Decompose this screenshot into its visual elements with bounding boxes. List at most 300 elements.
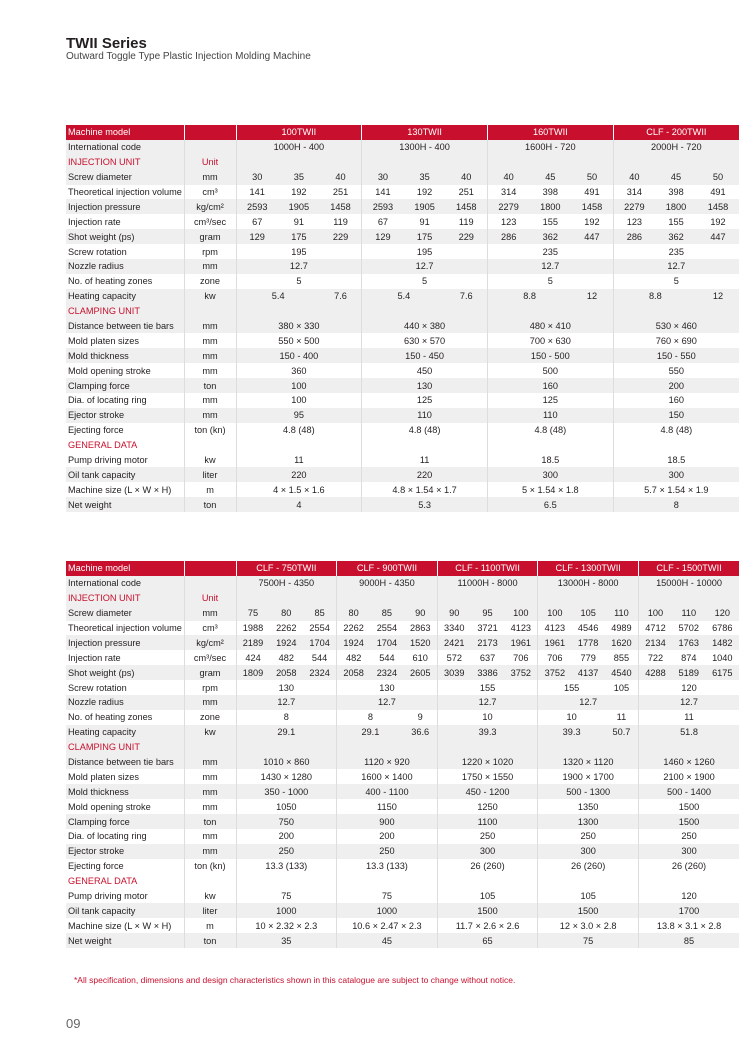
section-row [66,874,739,889]
spec-value [487,438,613,453]
spec-row [66,453,739,468]
model-header-row [66,561,739,576]
spec-value: 36.6 [404,725,438,740]
spec-value: 1430 × 1280 [236,769,337,784]
spec-value [613,155,739,170]
spec-value: 4546 [577,623,599,633]
spec-row [66,393,739,408]
spec-row [66,140,739,155]
spec-value: 12 [571,289,613,304]
spec-row [66,725,739,740]
spec-value: 100 [638,606,672,621]
spec-value: 544 [379,652,395,663]
spec-value: 12.7 [538,695,639,710]
spec-value: 8 [337,710,404,725]
spec-value: 2554 [309,623,330,633]
spec-value: 482 [337,650,371,665]
spec-value: 424 [236,650,270,665]
spec-value: 360 [236,363,362,378]
spec-value: 26 (260) [638,859,739,874]
spec-value: 2262 [337,621,371,636]
spec-row [66,244,739,259]
spec-value: 2324 [370,665,404,680]
spec-value: 119 [458,216,474,227]
spec-value: 10.6 × 2.47 × 2.3 [337,918,438,933]
row-unit: mm [184,784,236,799]
spec-value: 706 [513,652,529,663]
spec-value: 100 [236,378,362,393]
row-unit: zone [184,710,236,725]
spec-value: 220 [236,467,362,482]
model-name: CLF - 1500TWII [638,561,739,576]
spec-value: 550 × 500 [236,333,362,348]
spec-value: 4 × 1.5 × 1.6 [236,482,362,497]
spec-value [236,874,337,889]
spec-value: 491 [584,187,600,197]
spec-value: 1500 [638,799,739,814]
spec-value: 4.8 (48) [236,423,362,438]
spec-value: 40 [320,170,362,185]
row-label: Shot weight (ps) [66,229,184,244]
spec-value: 500 [487,363,613,378]
row-unit: liter [184,903,236,918]
spec-value: 3752 [504,665,538,680]
spec-value: 380 × 330 [236,319,362,334]
row-label: Nozzle radius [66,695,184,710]
spec-value: 1458 [320,199,362,214]
spec-value: 637 [479,652,496,663]
row-label: Ejector stroke [66,408,184,423]
row-unit: gram [184,229,236,244]
spec-row [66,933,739,948]
spec-value: 75 [236,606,270,621]
spec-value: 195 [236,244,362,259]
spec-value: 8 [613,497,739,512]
section-title: GENERAL DATA [68,876,138,887]
row-unit: cm³/sec [184,214,236,229]
spec-value [337,591,438,606]
row-unit: mm [184,695,236,710]
row-unit [184,740,236,755]
row-label: Mold platen sizes [68,335,139,346]
row-label: Injection rate [68,652,121,663]
spec-value: 45 [655,170,697,185]
row-label: Machine model [66,561,184,576]
spec-value: 722 [638,650,672,665]
spec-value: 150 [613,408,739,423]
spec-value: 6.5 [487,497,613,512]
spec-value: 3752 [538,665,572,680]
spec-value: 120 [638,889,739,904]
row-label: Screw diameter [66,606,184,621]
spec-value: 155 [538,680,605,695]
row-unit [184,576,236,591]
spec-value: 491 [710,187,726,197]
spec-value: 5.4 [362,289,446,304]
row-label: Clamping force [66,814,184,829]
spec-value: 250 [236,844,337,859]
spec-value: 155 [437,680,538,695]
spec-value: 160 [487,378,613,393]
row-unit: mm [184,348,236,363]
row-unit: kw [184,725,236,740]
row-label: Heating capacity [66,289,184,304]
spec-row [66,259,739,274]
spec-value [437,740,538,755]
spec-value: 1961 [504,635,538,650]
footnote: *All specification, dimensions and design characteristics shown in this catalogue are subject to change without notice. [74,975,516,985]
row-unit [184,874,236,889]
spec-value: 105 [437,889,538,904]
spec-value: 110 [487,408,613,423]
row-unit: mm [184,408,236,423]
row-unit: ton [184,814,236,829]
spec-value: 18.5 [613,453,739,468]
row-label: Heating capacity [66,725,184,740]
spec-value: 5 [487,274,613,289]
spec-value: 1460 × 1260 [638,755,739,770]
spec-value: 5 [236,274,362,289]
row-unit: cm³/sec [184,650,236,665]
spec-row [66,755,739,770]
row-unit: mm [184,170,236,185]
spec-row [66,467,739,482]
spec-value: 45 [337,933,438,948]
spec-value: 251 [458,187,474,197]
spec-value: 500 - 1400 [638,784,739,799]
row-unit: ton (kn) [184,423,236,438]
spec-row [66,408,739,423]
spec-value: 85 [303,606,337,621]
spec-value: 1100 [437,814,538,829]
spec-value: 35 [278,170,320,185]
spec-value [638,591,739,606]
spec-value: 195 [362,244,488,259]
spec-value: 2324 [303,665,337,680]
spec-value: 2554 [376,623,398,633]
spec-value: 286 [613,229,655,244]
row-label: Theoretical injection volume [68,187,182,197]
spec-value: 235 [487,244,613,259]
spec-value: 8.8 [487,289,571,304]
spec-value: 39.3 [538,725,605,740]
spec-row [66,482,739,497]
spec-value: 130 [236,680,337,695]
spec-value: 250 [638,829,739,844]
row-label: Mold platen sizes [68,771,139,782]
row-unit: ton (kn) [184,859,236,874]
spec-value: 5.7 × 1.54 × 1.9 [613,482,739,497]
spec-value: 5189 [672,665,706,680]
spec-row [66,423,739,438]
spec-value: 1000H - 400 [236,140,362,155]
spec-value: 750 [236,814,337,829]
spec-value: 15000H - 10000 [638,576,739,591]
spec-value: 150 - 450 [362,348,488,363]
spec-row [66,814,739,829]
spec-value: 12.7 [362,259,488,274]
spec-value: 1704 [303,635,337,650]
spec-value: 11 [638,710,739,725]
spec-value: 1350 [538,799,639,814]
spec-value: 200 [236,829,337,844]
spec-value: 45 [529,170,571,185]
spec-value: 314 [613,185,655,200]
spec-value: 2262 [276,623,297,633]
row-unit: mm [184,393,236,408]
page-subtitle: Outward Toggle Type Plastic Injection Molding Machine [66,51,311,62]
spec-row [66,378,739,393]
spec-value: 1905 [404,199,446,214]
spec-value: 1988 [236,621,270,636]
spec-value: 13.3 (133) [337,859,438,874]
spec-value: 7.6 [320,289,362,304]
spec-value: 480 × 410 [487,319,613,334]
row-unit: mm [184,333,236,348]
spec-value: 39.3 [437,725,538,740]
spec-row [66,229,739,244]
row-unit: ton [184,497,236,512]
spec-value: 1800 [655,199,697,214]
spec-row [66,214,739,229]
spec-value: 450 - 1200 [437,784,538,799]
row-label: No. of heating zones [68,276,153,287]
section-title: INJECTION UNIT [66,591,184,606]
row-unit: mm [184,844,236,859]
spec-value: 12.7 [236,259,362,274]
row-unit: mm [184,259,236,274]
spec-value: 75 [236,889,337,904]
row-label: Screw diameter [66,170,184,185]
spec-value: 29.1 [236,725,337,740]
spec-value: 80 [270,606,304,621]
spec-value: 229 [446,229,488,244]
spec-value: 1750 × 1550 [437,769,538,784]
spec-value: 2000H - 720 [613,140,739,155]
row-label: Injection pressure [66,635,184,650]
spec-value: 4123 [510,623,532,633]
spec-value: 91 [293,216,304,227]
spec-value: 350 - 1000 [236,784,337,799]
spec-row [66,695,739,710]
page-number: 09 [66,1016,81,1031]
spec-value: 398 [542,187,558,197]
spec-row [66,497,739,512]
spec-value: 11 [616,712,627,723]
row-unit: kw [184,889,236,904]
section-title: CLAMPING UNIT [66,304,184,319]
spec-value: 4.8 (48) [362,423,488,438]
row-label: Dia. of locating ring [68,831,147,842]
spec-value: 398 [668,187,684,197]
spec-value: 530 × 460 [613,319,739,334]
spec-value: 1520 [404,635,438,650]
spec-value: 229 [320,229,362,244]
row-label: Machine size (L × W × H) [68,920,172,931]
spec-value [538,740,639,755]
spec-value: 200 [613,378,739,393]
spec-value: 1600 × 1400 [337,769,438,784]
spec-row [66,665,739,680]
spec-value: 9000H - 4350 [337,576,438,591]
row-label: No. of heating zones [68,712,153,723]
spec-value [362,304,488,319]
spec-value: 26 (260) [437,859,538,874]
spec-row [66,289,739,304]
spec-value: 10 [437,710,538,725]
spec-value: 200 [337,829,438,844]
spec-value: 235 [613,244,739,259]
row-label: Mold thickness [66,784,184,799]
row-label: Net weight [66,497,184,512]
spec-value: 5.3 [362,497,488,512]
spec-value: 440 × 380 [362,319,488,334]
spec-value: 7.6 [446,289,488,304]
spec-value: 300 [638,844,739,859]
spec-value: 447 [697,229,739,244]
spec-value: 4.8 × 1.54 × 1.7 [362,482,488,497]
spec-value: 110 [362,408,488,423]
spec-value: 250 [337,844,438,859]
spec-value: 450 [362,363,488,378]
row-unit: mm [184,755,236,770]
spec-value: 129 [362,229,404,244]
spec-row [66,635,739,650]
row-unit: mm [184,606,236,621]
section-row [66,591,739,606]
row-label: Ejecting force [68,425,124,436]
spec-value: 12 [697,289,739,304]
spec-value: 1150 [337,799,438,814]
spec-value: 2100 × 1900 [638,769,739,784]
spec-row [66,621,739,636]
spec-value [487,304,613,319]
spec-value: 129 [236,229,278,244]
row-label: International code [66,576,184,591]
spec-value: 40 [487,170,529,185]
row-unit: mm [184,319,236,334]
spec-value: 12.7 [337,695,438,710]
spec-value: 251 [332,187,349,197]
spec-value: 4712 [638,621,672,636]
row-label: Distance between tie bars [66,755,184,770]
model-name: 160TWII [487,125,613,140]
spec-value: 855 [613,652,630,663]
spec-value: 3721 [477,623,498,633]
spec-value: 706 [538,650,572,665]
spec-value: 5702 [678,623,699,633]
spec-value: 1500 [638,814,739,829]
spec-value: 550 [613,363,739,378]
spec-value [613,438,739,453]
spec-value: 4 [236,497,362,512]
spec-value: 105 [571,606,605,621]
spec-value: 220 [362,467,488,482]
spec-row [66,844,739,859]
spec-value [236,155,362,170]
model-header-row [66,125,739,140]
row-unit [184,304,236,319]
spec-value: 35 [236,933,337,948]
spec-row [66,348,739,363]
spec-value: 1500 [437,903,538,918]
spec-value: 2058 [337,665,371,680]
spec-value: 4.8 (48) [487,423,613,438]
spec-value: 120 [638,680,739,695]
spec-row [66,319,739,334]
spec-value: 500 - 1300 [538,784,639,799]
spec-row [66,769,739,784]
spec-value: 13.8 × 3.1 × 2.8 [638,918,739,933]
spec-value: 105 [613,682,630,693]
section-row [66,740,739,755]
spec-value: 50.7 [605,725,639,740]
spec-value: 141 [362,185,404,200]
spec-value: 1000 [337,903,438,918]
spec-row [66,859,739,874]
spec-row [66,650,739,665]
spec-value: 300 [437,844,538,859]
spec-value: 362 [529,229,571,244]
row-label: Pump driving motor [68,891,148,902]
spec-value: 1250 [437,799,538,814]
spec-value: 900 [337,814,438,829]
spec-value: 90 [437,606,471,621]
row-unit: mm [184,769,236,784]
spec-value: 1905 [278,199,320,214]
section-row [66,304,739,319]
spec-row [66,333,739,348]
spec-value: 12.7 [437,695,538,710]
row-label: Injection rate [68,216,121,227]
row-unit: rpm [184,680,236,695]
spec-value: 1300 [538,814,639,829]
spec-value: 12.7 [613,259,739,274]
spec-value: 12 × 3.0 × 2.8 [538,918,639,933]
spec-value: 5 [362,274,488,289]
spec-value: 29.1 [337,725,404,740]
spec-value: 2058 [270,665,304,680]
spec-value: 2189 [236,635,270,650]
spec-value: 192 [584,216,600,227]
row-unit: liter [184,467,236,482]
spec-value: 447 [571,229,613,244]
spec-value: 9 [417,712,423,723]
spec-value: 544 [311,652,328,663]
spec-value: 1320 × 1120 [538,755,639,770]
model-name: CLF - 750TWII [236,561,337,576]
spec-row [66,784,739,799]
row-unit: cm³ [184,185,236,200]
model-name: 100TWII [236,125,362,140]
section-title: GENERAL DATA [68,440,138,451]
spec-value: 1458 [697,199,739,214]
row-label: Distance between tie bars [66,319,184,334]
spec-value: 874 [681,652,697,663]
spec-value: 1800 [529,199,571,214]
row-unit [184,561,236,576]
spec-value: 8.8 [613,289,697,304]
spec-value: 50 [571,170,613,185]
spec-value: 610 [412,652,428,663]
row-unit: kw [184,453,236,468]
row-label: Ejector stroke [66,844,184,859]
spec-value: 630 × 570 [362,333,488,348]
row-label: Machine model [66,125,184,140]
spec-row [66,606,739,621]
model-name: 130TWII [362,125,488,140]
spec-value: 40 [446,170,488,185]
